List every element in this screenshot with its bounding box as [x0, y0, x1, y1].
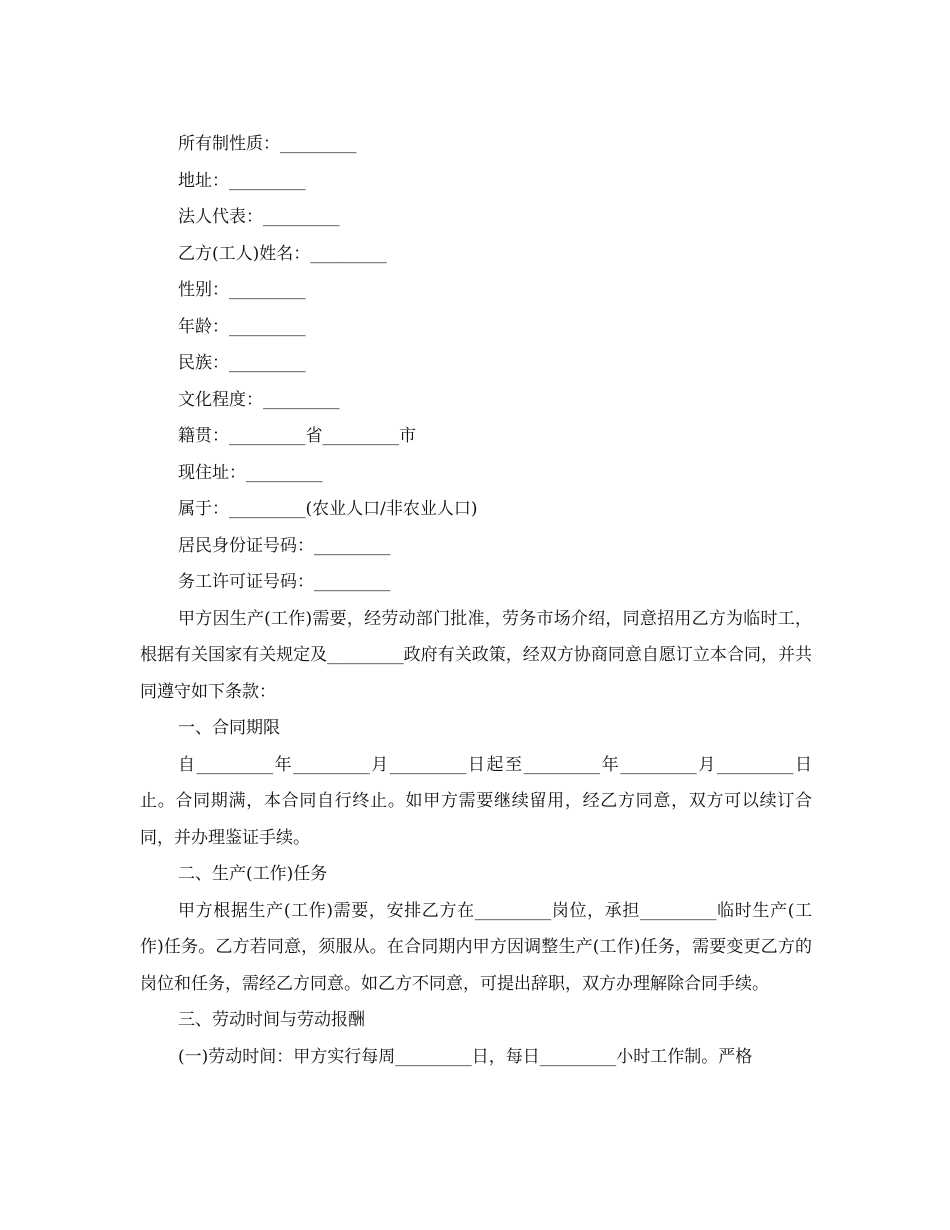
field-household-type: 属于：_________(农业人口/非农业人口): [178, 499, 478, 519]
field-worker-name: 乙方(工人)姓名：_________: [178, 243, 387, 264]
field-work-permit-number: 务工许可证号码：_________: [178, 572, 391, 592]
field-native-place: 籍贯：_________省_________市: [178, 426, 416, 446]
section-heading: 三、劳动时间与劳动报酬: [178, 1010, 365, 1030]
field-id-number: 居民身份证号码：_________: [178, 535, 391, 556]
section-body: 自_________年_________月_________日起至_________年_________月_________日止。合同期满，本合同自行终止。如甲方需要继续留用，经乙方同意，双方可以续订合同，并办理鉴证手续。: [140, 754, 812, 848]
field-ethnicity: 民族：_________: [178, 353, 306, 373]
section-body: (一)劳动时间：甲方实行每周_________日，每日_________小时工作制。严格: [178, 1046, 753, 1067]
field-ownership: 所有制性质：_________: [178, 134, 357, 154]
field-age: 年龄：_________: [178, 316, 306, 337]
section-heading: 二、生产(工作)任务: [178, 864, 328, 884]
contract-body: [140, 126, 812, 1075]
field-address: 地址：_________: [178, 170, 306, 191]
field-current-address: 现住址：_________: [178, 462, 323, 483]
field-gender: 性别：_________: [178, 280, 306, 300]
section-body: 甲方根据生产(工作)需要，安排乙方在_________岗位，承担_________临时生产(工作)任务。乙方若同意，须服从。在合同期内甲方因调整生产(工作)任务，需要变更乙方的岗位和任务，需经乙方同意。如乙方不同意，可提出辞职，双方办理解除合同手续。: [140, 900, 812, 994]
intro-paragraph: 甲方因生产(工作)需要，经劳动部门批准，劳务市场介绍，同意招用乙方为临时工，根据有关国家有关规定及_________政府有关政策，经双方协商同意自愿订立本合同，并共同遵守如下条款：: [140, 608, 812, 702]
field-legal-representative: 法人代表：_________: [178, 207, 340, 227]
section-heading: 一、合同期限: [178, 718, 280, 738]
field-education: 文化程度：_________: [178, 389, 340, 410]
